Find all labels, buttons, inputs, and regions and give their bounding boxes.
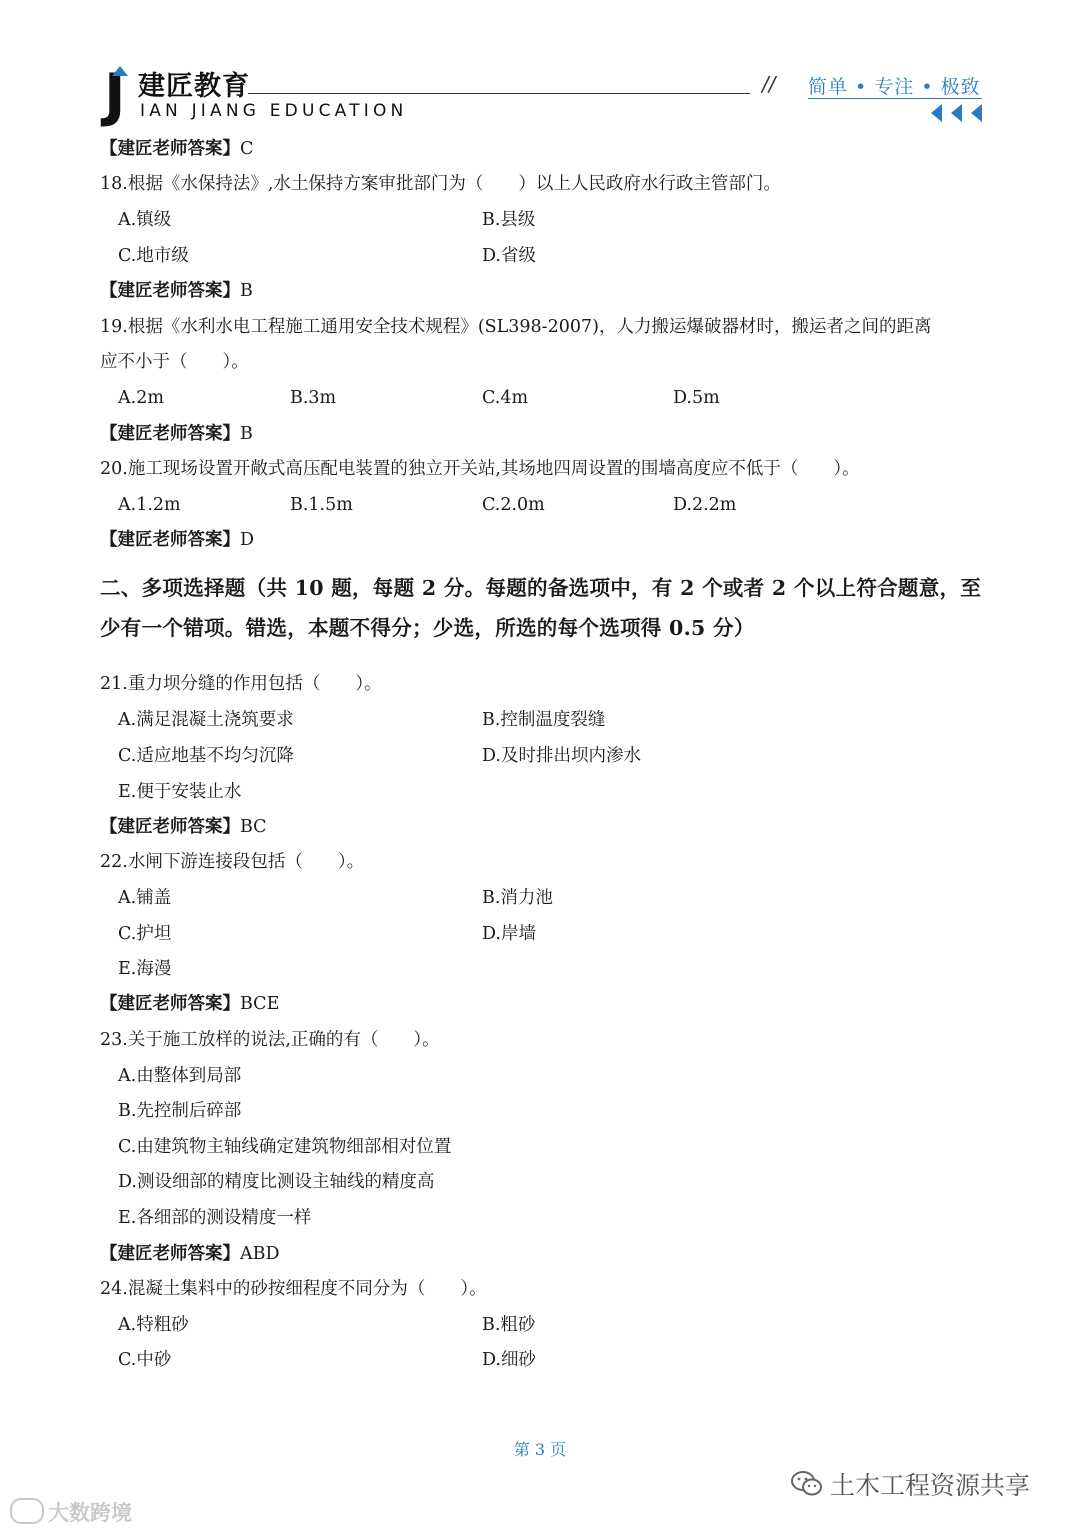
question-23-stem: 23.关于施工放样的说法,正确的有（ ）。: [100, 1030, 440, 1050]
answer-label: 【建匠老师答案】: [100, 817, 240, 837]
watermark-left-text: 大数跨境: [48, 1501, 132, 1525]
option: A.2m: [118, 388, 164, 408]
option: D.及时排出坝内渗水: [482, 746, 641, 766]
answer-value: B: [240, 281, 253, 301]
logo-arrow-icon: [112, 66, 128, 76]
option: B.消力池: [482, 888, 553, 908]
option: C.2.0m: [482, 495, 545, 515]
option: E.海漫: [118, 959, 172, 979]
wechat-icon: [790, 1470, 824, 1498]
answer-label: 【建匠老师答案】: [100, 139, 240, 159]
watermark-right-text: 土木工程资源共享: [830, 1471, 1031, 1500]
watermark-logo-icon: [10, 1498, 44, 1524]
option: D.2.2m: [673, 495, 737, 515]
option: B.县级: [482, 210, 536, 230]
answer-22: [100, 992, 279, 1016]
answer-label: 【建匠老师答案】: [100, 994, 240, 1014]
question-20-stem: 20.施工现场设置开敞式高压配电装置的独立开关站,其场地四周设置的围墙高度应不低于（ ）。: [100, 459, 860, 479]
answer-17: [100, 137, 253, 161]
slogan: 简单 • 专注 • 极致: [808, 76, 981, 98]
option: D.省级: [482, 246, 536, 266]
logo-letter-j: J: [104, 61, 126, 129]
option: B.1.5m: [290, 495, 353, 515]
answer-18: [100, 279, 253, 303]
question-19-stem-line2: 应不小于（ ）。: [100, 352, 249, 372]
answer-23: [100, 1242, 280, 1266]
answer-21: [100, 815, 267, 839]
section-heading-line2: 少有一个错项。错选，本题不得分；少选，所选的每个选项得 0.5 分）: [100, 616, 755, 640]
answer-value: ABD: [240, 1244, 280, 1264]
option: C.由建筑物主轴线确定建筑物细部相对位置: [118, 1137, 452, 1157]
question-19-stem-line1: 19.根据《水利水电工程施工通用安全技术规程》(SL398-2007)，人力搬运爆破器材时，搬运者之间的距离: [100, 317, 932, 337]
answer-label: 【建匠老师答案】: [100, 1244, 240, 1264]
answer-value: D: [240, 530, 255, 550]
answer-label: 【建匠老师答案】: [100, 424, 240, 444]
slogan-slash: //: [762, 72, 776, 96]
question-21-stem: 21.重力坝分缝的作用包括（ ）。: [100, 674, 382, 694]
option: D.岸墙: [482, 924, 536, 944]
watermark-left: [10, 1497, 132, 1527]
option: C.适应地基不均匀沉降: [118, 746, 294, 766]
answer-value: BCE: [240, 994, 280, 1014]
answer-value: C: [240, 139, 254, 159]
option: A.满足混凝土浇筑要求: [118, 710, 294, 730]
option: A.1.2m: [118, 495, 181, 515]
option: A.铺盖: [118, 888, 172, 908]
option: A.镇级: [118, 210, 172, 230]
option: C.4m: [482, 388, 529, 408]
option: D.测设细部的精度比测设主轴线的精度高: [118, 1172, 435, 1192]
option: E.便于安装止水: [118, 782, 242, 802]
answer-19: [100, 422, 253, 446]
option: B.控制温度裂缝: [482, 710, 606, 730]
question-24-stem: 24.混凝土集料中的砂按细程度不同分为（ ）。: [100, 1279, 487, 1299]
option: B.先控制后碎部: [118, 1101, 242, 1121]
slogan-underline: [808, 98, 982, 99]
answer-value: BC: [240, 817, 267, 837]
answer-label: 【建匠老师答案】: [100, 530, 240, 550]
option: B.3m: [290, 388, 337, 408]
section-heading-line1: 二、多项选择题（共 10 题，每题 2 分。每题的备选项中，有 2 个或者 2 个以上符合题意，至: [100, 576, 982, 600]
answer-label: 【建匠老师答案】: [100, 281, 240, 301]
question-18-stem: 18.根据《水保持法》,水土保持方案审批部门为（ ）以上人民政府水行政主管部门。: [100, 174, 781, 194]
question-22-stem: 22.水闸下游连接段包括（ ）。: [100, 852, 365, 872]
option: A.特粗砂: [118, 1315, 189, 1335]
option: C.护坦: [118, 924, 172, 944]
answer-value: B: [240, 424, 253, 444]
option: B.粗砂: [482, 1315, 536, 1335]
triangle-left-icon: [951, 104, 962, 122]
logo-chinese-name: 建匠教育: [138, 71, 250, 102]
option: D.细砂: [482, 1350, 536, 1370]
triangle-left-icon: [971, 104, 982, 122]
option: A.由整体到局部: [118, 1066, 242, 1086]
triangle-left-icon: [931, 104, 942, 122]
logo-english-name: IAN JIANG EDUCATION: [140, 101, 408, 121]
watermark-right: [790, 1466, 1030, 1502]
option: E.各细部的测设精度一样: [118, 1208, 312, 1228]
page-number: 第 3 页: [513, 1440, 567, 1459]
option: D.5m: [673, 388, 720, 408]
answer-20: [100, 528, 254, 552]
option: C.地市级: [118, 246, 189, 266]
header-rule: [248, 93, 750, 94]
option: C.中砂: [118, 1350, 172, 1370]
